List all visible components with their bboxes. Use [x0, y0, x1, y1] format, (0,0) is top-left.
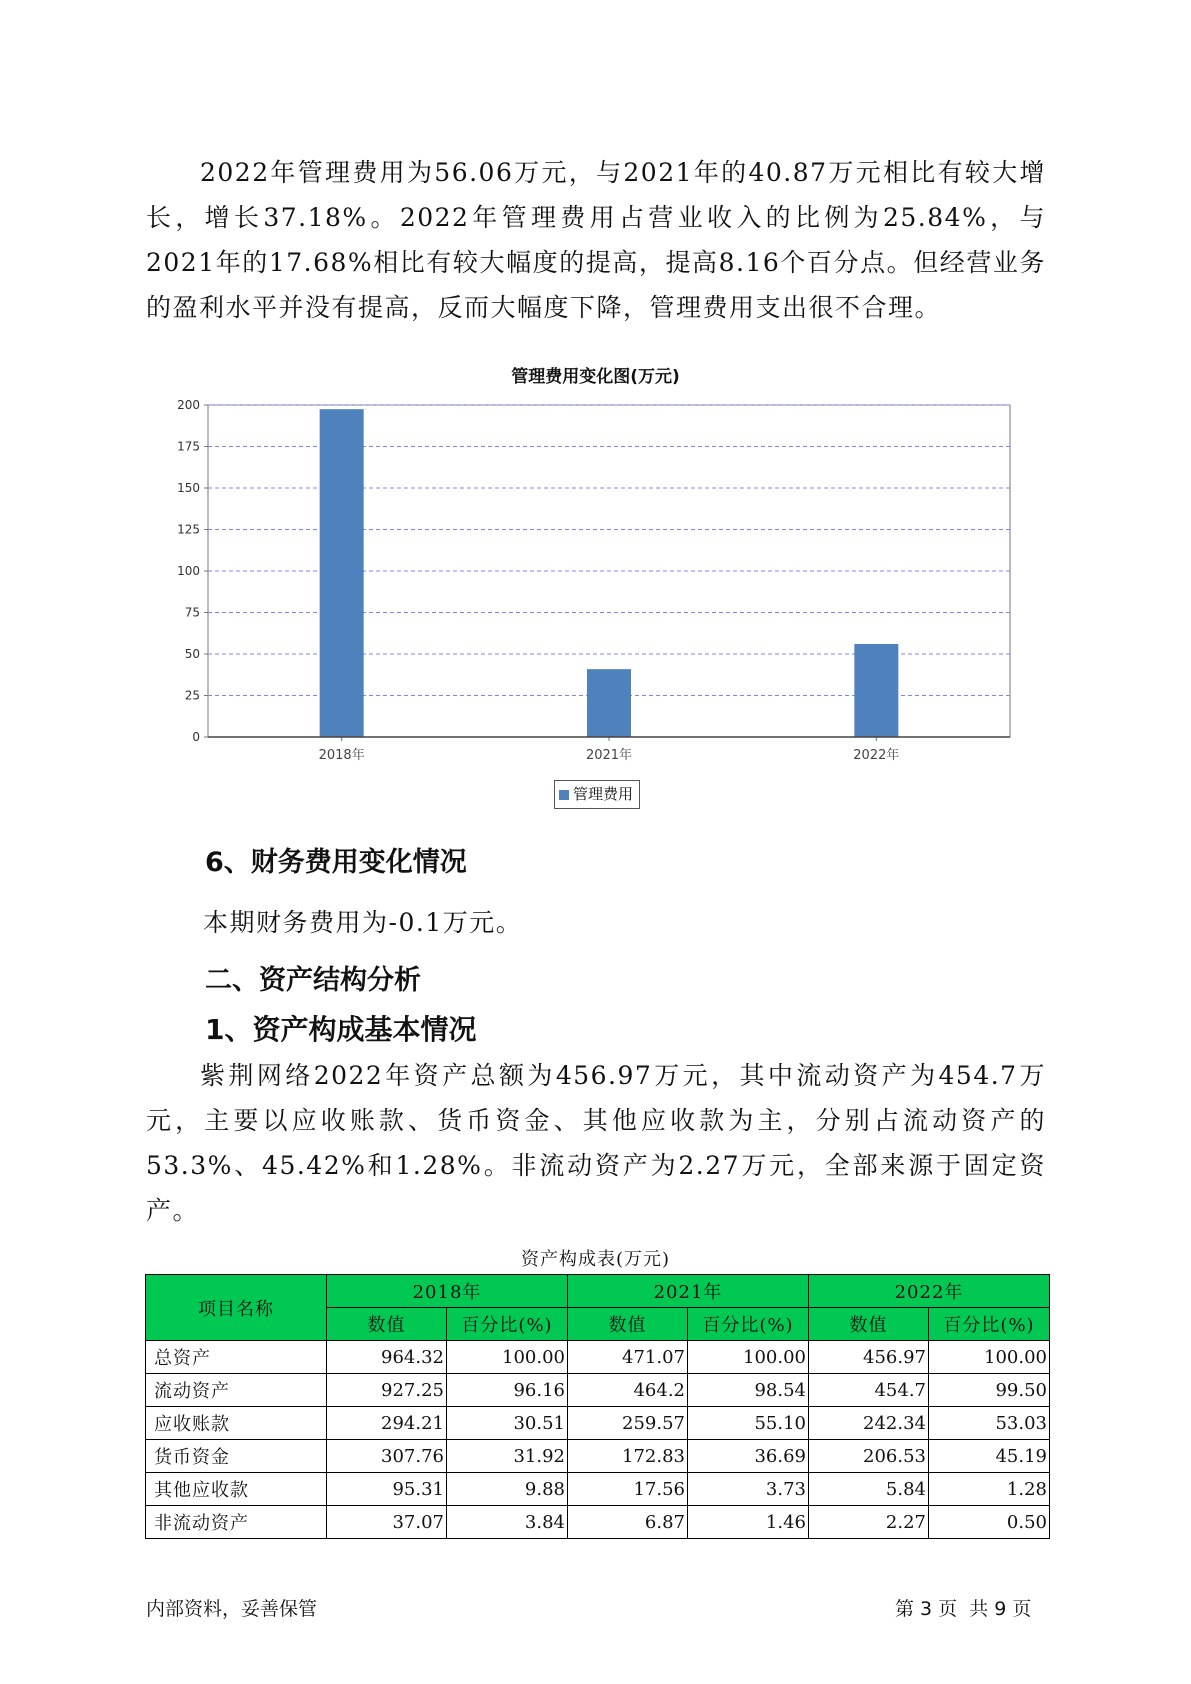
table-caption: 资产构成表(万元) — [520, 1249, 671, 1270]
bar — [854, 644, 898, 737]
row-label: 其他应收款 — [146, 1473, 327, 1506]
value-cell: 5.84 — [809, 1473, 929, 1506]
header-percent: 百分比(%) — [447, 1308, 568, 1341]
chart-legend — [554, 780, 640, 809]
table-row — [146, 1440, 1050, 1473]
percent-cell: 1.28 — [929, 1473, 1050, 1506]
header-value: 数值 — [327, 1308, 447, 1341]
percent-cell: 100.00 — [929, 1341, 1050, 1374]
row-label: 货币资金 — [146, 1440, 327, 1473]
percent-cell: 9.88 — [447, 1473, 568, 1506]
percent-cell: 100.00 — [447, 1341, 568, 1374]
header-item-name: 项目名称 — [146, 1275, 327, 1341]
percent-cell: 99.50 — [929, 1374, 1050, 1407]
bar — [320, 409, 364, 737]
y-tick-label: 50 — [184, 647, 200, 661]
percent-cell: 3.73 — [688, 1473, 809, 1506]
value-cell: 17.56 — [568, 1473, 688, 1506]
percent-cell: 36.69 — [688, 1440, 809, 1473]
value-cell: 964.32 — [327, 1341, 447, 1374]
section-6-heading: 6、财务费用变化情况 — [205, 847, 467, 878]
x-tick-label: 2021年 — [585, 748, 633, 763]
footer-confidential-note: 内部资料，妥善保管 — [146, 1598, 318, 1620]
header-year: 2022年 — [809, 1275, 1050, 1308]
value-cell: 6.87 — [568, 1506, 688, 1539]
percent-cell: 3.84 — [447, 1506, 568, 1539]
percent-cell: 55.10 — [688, 1407, 809, 1440]
part-2-heading: 二、资产结构分析 — [205, 965, 421, 996]
percent-cell: 53.03 — [929, 1407, 1050, 1440]
legend-swatch — [559, 790, 569, 800]
value-cell: 242.34 — [809, 1407, 929, 1440]
asset-composition-paragraph: 紫荆网络2022年资产总额为456.97万元，其中流动资产为454.7万元，主要以应收账款、货币资金、其他应收款为主，分别占流动资产的53.3%、45.42%和1.28%。非流动资产为2.27万元，全部来源于固定资产。 — [146, 1061, 1046, 1225]
value-cell: 37.07 — [327, 1506, 447, 1539]
value-cell: 294.21 — [327, 1407, 447, 1440]
table-row — [146, 1473, 1050, 1506]
header-value: 数值 — [568, 1308, 688, 1341]
table-row — [146, 1506, 1050, 1539]
header-year: 2018年 — [327, 1275, 568, 1308]
percent-cell: 98.54 — [688, 1374, 809, 1407]
header-percent: 百分比(%) — [929, 1308, 1050, 1341]
x-tick-label: 2022年 — [853, 748, 900, 763]
percent-cell: 30.51 — [447, 1407, 568, 1440]
bar — [587, 669, 631, 737]
chart-title: 管理费用变化图(万元) — [511, 367, 680, 387]
table-row — [146, 1341, 1050, 1374]
percent-cell: 0.50 — [929, 1506, 1050, 1539]
subsection-1-heading: 1、资产构成基本情况 — [205, 1013, 477, 1046]
footer-page-number: 第 3 页 共 9 页 — [895, 1598, 1032, 1620]
y-tick-label: 0 — [192, 730, 200, 744]
legend-label: 管理费用 — [573, 785, 634, 803]
value-cell: 464.2 — [568, 1374, 688, 1407]
value-cell: 259.57 — [568, 1407, 688, 1440]
table-row — [146, 1374, 1050, 1407]
x-tick-label: 2018年 — [318, 748, 365, 763]
management-expense-paragraph: 2022年管理费用为56.06万元，与2021年的40.87万元相比有较大增长，增长37.18%。2022年管理费用占营业收入的比例为25.84%，与2021年的17.68%相比有较大幅度的提高，提高8.16个百分点。但经营业务的盈利水平并没有提高，反而大幅度下降，管理费用支出很不合理。 — [146, 158, 1046, 322]
percent-cell: 31.92 — [447, 1440, 568, 1473]
header-percent: 百分比(%) — [688, 1308, 809, 1341]
y-tick-label: 100 — [177, 564, 200, 578]
header-year: 2021年 — [568, 1275, 809, 1308]
row-label: 流动资产 — [146, 1374, 327, 1407]
header-value: 数值 — [809, 1308, 929, 1341]
financial-expense-text: 本期财务费用为-0.1万元。 — [203, 908, 523, 937]
y-tick-label: 125 — [177, 522, 200, 537]
percent-cell: 96.16 — [447, 1374, 568, 1407]
table-row — [146, 1407, 1050, 1440]
percent-cell: 100.00 — [688, 1341, 809, 1374]
y-tick-label: 200 — [177, 398, 200, 412]
percent-cell: 45.19 — [929, 1440, 1050, 1473]
row-label: 总资产 — [146, 1341, 327, 1374]
value-cell: 456.97 — [809, 1341, 929, 1374]
table-body — [146, 1341, 1050, 1539]
value-cell: 307.76 — [327, 1440, 447, 1473]
value-cell: 95.31 — [327, 1473, 447, 1506]
value-cell: 471.07 — [568, 1341, 688, 1374]
value-cell: 2.27 — [809, 1506, 929, 1539]
value-cell: 172.83 — [568, 1440, 688, 1473]
asset-composition-table — [145, 1274, 1050, 1539]
value-cell: 206.53 — [809, 1440, 929, 1473]
value-cell: 927.25 — [327, 1374, 447, 1407]
y-tick-label: 75 — [184, 605, 200, 620]
row-label: 应收账款 — [146, 1407, 327, 1440]
y-tick-label: 150 — [177, 481, 200, 495]
management-expense-bar-chart — [0, 395, 1191, 780]
row-label: 非流动资产 — [146, 1506, 327, 1539]
y-tick-label: 175 — [177, 439, 200, 454]
y-tick-label: 25 — [184, 688, 200, 703]
percent-cell: 1.46 — [688, 1506, 809, 1539]
value-cell: 454.7 — [809, 1374, 929, 1407]
